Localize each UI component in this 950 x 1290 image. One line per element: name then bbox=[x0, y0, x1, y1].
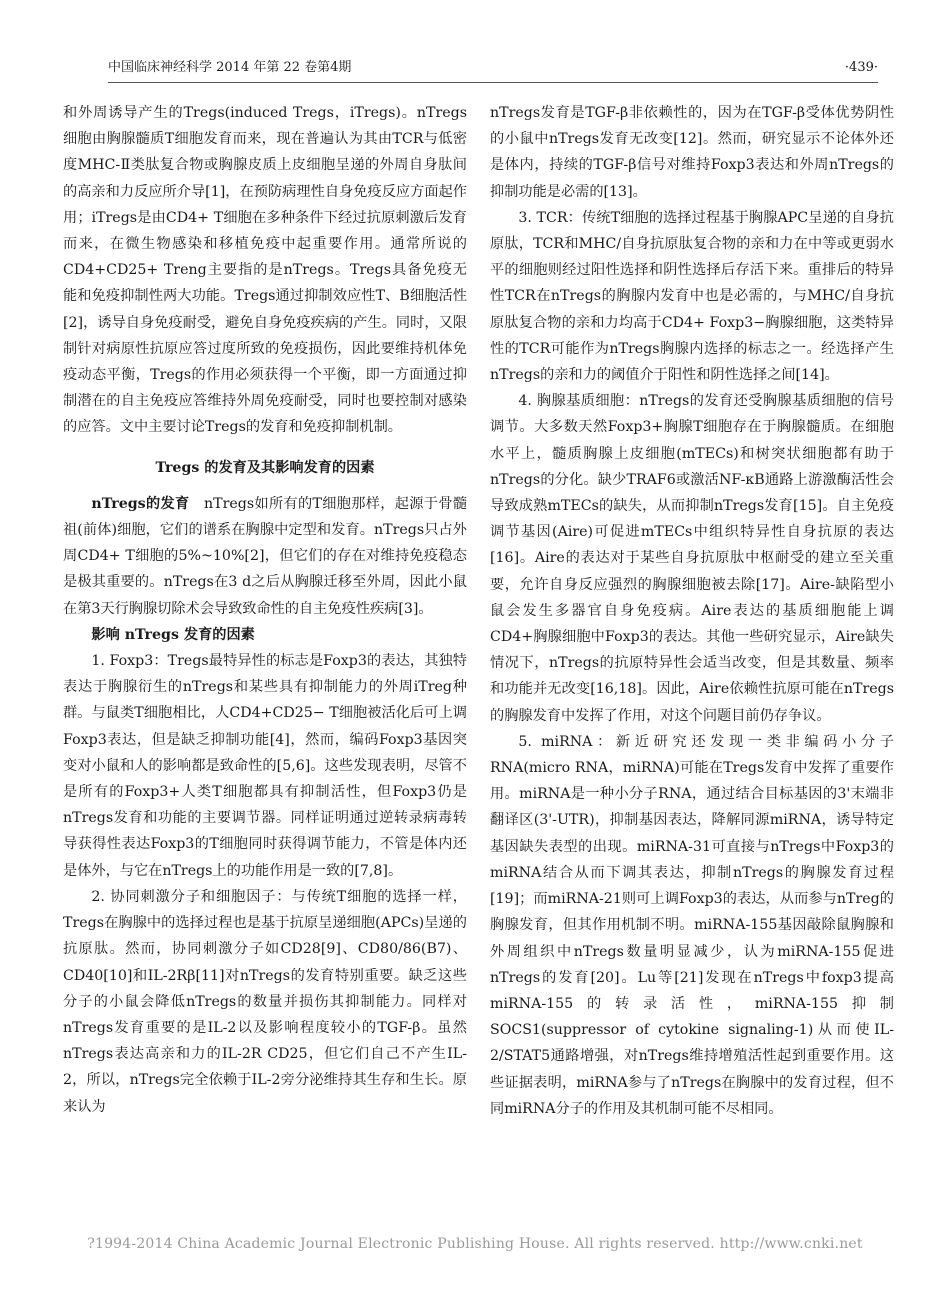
copyright-footer: ?1994-2014 China Academic Journal Electronic Publishing House. All rights reserved. http://www.cnki.net bbox=[87, 1236, 863, 1252]
right-column bbox=[490, 100, 894, 1122]
ntregs-development-heading: nTregs的发育 bbox=[91, 495, 190, 512]
costimulation-paragraph: 2. 协同刺激分子和细胞因子：与传统T细胞的选择一样，Tregs在胸腺中的选择过程也是基于抗原呈递细胞(APCs)呈递的抗原肽。然而，协同刺激分子如CD28[9]、CD80/86(B7)、CD40[10]和IL-2Rβ[11]对nTregs的发育特别重要。缺乏这些分子的小鼠会降低nTregs的数量并损伤其抑制能力。同样对nTregs发育重要的是IL-2以及影响程度较小的TGF-β。虽然nTregs表达高亲和力的IL-2R CD25，但它们自己不产生IL-2，所以，nTregs完全依赖于IL-2旁分泌维持其生存和生长。原来认为 bbox=[63, 888, 467, 1115]
mirna-paragraph: 5. miRNA：新近研究还发现一类非编码小分子RNA(micro RNA，miRNA)可能在Tregs发育中发挥了重要作用。miRNA是一种小分子RNA，通过结合目标基因的3'末端非翻译区(3'-UTR)，抑制基因表达，降解同源miRNA，诱导特定基因缺失表型的出现。miRNA-31可直接与nTregs中Foxp3的miRNA结合从而下调其表达，抑制nTregs的胸腺发育过程[19]；而miRNA-21则可上调Foxp3的表达，从而参与nTreg的胸腺发育，但其作用机制不明。miRNA-155基因敲除鼠胸腺和外周组织中nTregs数量明显减少，认为miRNA-155促进nTregs的发育[20]。Lu等[21]发现在nTregs中foxp3提高miRNA-155的转录活性，miRNA-155抑制SOCS1(suppressor of cytokine signaling-1)从而使IL-2/STAT5通路增强，对nTregs维持增殖活性起到重要作用。这些证据表明，miRNA参与了nTregs在胸腺中的发育过程，但不同miRNA分子的作用及其机制可能不尽相同。 bbox=[490, 733, 894, 1117]
thymic-stroma-paragraph: 4. 胸腺基质细胞：nTregs的发育还受胸腺基质细胞的信号调节。大多数天然Foxp3+胸腺T细胞存在于胸腺髓质。在细胞水平上，髓质胸腺上皮细胞(mTECs)和树突状细胞都有助于nTregs的分化。缺少TRAF6或激活NF-κB通路上游激酶活性会导致成熟mTECs的缺失，从而抑制nTregs发育[15]。自主免疫调节基因(Aire)可促进mTECs中组织特异性自身抗原的表达[16]。Aire的表达对于某些自身抗原肽中枢耐受的建立至关重要，允许自身反应强烈的胸腺细胞被去除[17]。Aire-缺陷型小鼠会发生多器官自身免疫病。Aire表达的基质细胞能上调CD4+胸腺细胞中Foxp3的表达。其他一些研究显示，Aire缺失情况下，nTregs的抗原特异性会适当改变，但是其数量、频率和功能并无改变[16,18]。因此，Aire依赖性抗原可能在nTregs的胸腺发育中发挥了作用，对这个问题目前仍存争议。 bbox=[490, 393, 894, 724]
page-number: ·439· bbox=[844, 60, 878, 75]
tgf-beta-paragraph: nTregs发育是TGF-β非依赖性的，因为在TGF-β受体优势阴性的小鼠中nTregs发育无改变[12]。然而，研究显示不论体外还是体内，持续的TGF-β信号对维持Foxp3表达和外周nTregs的抑制功能是必需的[13]。 bbox=[490, 105, 894, 200]
factors-heading: 影响 nTregs 发育的因素 bbox=[91, 626, 255, 643]
section-title: Tregs 的发育及其影响发育的因素 bbox=[155, 459, 375, 476]
intro-paragraph: 和外周诱导产生的Tregs(induced Tregs，iTregs)。nTregs细胞由胸腺髓质T细胞发育而来，现在普遍认为其由TCR与低密度MHC-Ⅱ类肽复合物或胸腺皮质上皮细胞呈递的外周自身肽间的高亲和力反应所介导[1]，在预防病理性自身免疫反应方面起作用；iTregs是由CD4+ T细胞在多种条件下经过抗原刺激后发育而来，在微生物感染和移植免疫中起重要作用。通常所说的CD4+CD25+ Treng主要指的是nTregs。Tregs具备免疫无能和免疫抑制性两大功能。Tregs通过抑制效应性T、B细胞活性[2]，诱导自身免疫耐受，避免自身免疫疾病的产生。同时，又限制针对病原性抗原应答过度所致的免疫损伤，因此要维持机体免疫动态平衡，Tregs的作用必须获得一个平衡，即一方面通过抑制潜在的自主免疫应答维持外周免疫耐受，同时也要控制对感染的应答。文中主要讨论Tregs的发育和免疫抑制机制。 bbox=[63, 105, 467, 436]
journal-title: 中国临床神经科学 2014 年第 22 卷第4期 bbox=[108, 60, 352, 75]
running-header bbox=[108, 56, 878, 83]
left-column bbox=[63, 100, 467, 1120]
ntregs-development-paragraph bbox=[63, 491, 467, 622]
ntregs-development-text: nTregs如所有的T细胞那样，起源于骨髓祖(前体)细胞，它们的谱系在胸腺中定型和发育。nTregs只占外周CD4+ T细胞的5%~10%[2]，但它们的存在对维持免疫稳态是极其重要的。nTregs在3 d之后从胸腺迁移至外周，因此小鼠在第3天行胸腺切除术会导致致命性的自主免疫性疾病[3]。 bbox=[63, 495, 468, 617]
foxp3-paragraph: 1. Foxp3：Tregs最特异性的标志是Foxp3的表达，其独特表达于胸腺衍生的nTregs和某些具有抑制能力的外周iTreg种群。与鼠类T细胞相比，人CD4+CD25− T细胞被活化后可上调Foxp3表达，但是缺乏抑制功能[4]，然而，编码Foxp3基因突变对小鼠和人的影响都是致命性的[5,6]。这些发现表明，尽管不是所有的Foxp3+人类T细胞都具有抑制活性，但Foxp3仍是nTregs发育和功能的主要调节器。同样证明通过逆转录病毒转导获得性表达Foxp3的T细胞同时获得调节能力，不管是体内还是体外，与它在nTregs上的功能作用是一致的[7,8]。 bbox=[63, 653, 467, 879]
tcr-paragraph: 3. TCR：传统T细胞的选择过程基于胸腺APC呈递的自身抗原肽，TCR和MHC/自身抗原肽复合物的亲和力在中等或更弱水平的细胞则经过阳性选择和阴性选择后存活下来。重排后的特异性TCR在nTregs的胸腺内发育中也是必需的，与MHC/自身抗原肽复合物的亲和力均高于CD4+ Foxp3−胸腺细胞，这类特异性的TCR可能作为nTregs胸腺内选择的标志之一。经选择产生nTregs的亲和力的阈值介于阳性和阴性选择之间[14]。 bbox=[490, 209, 894, 384]
